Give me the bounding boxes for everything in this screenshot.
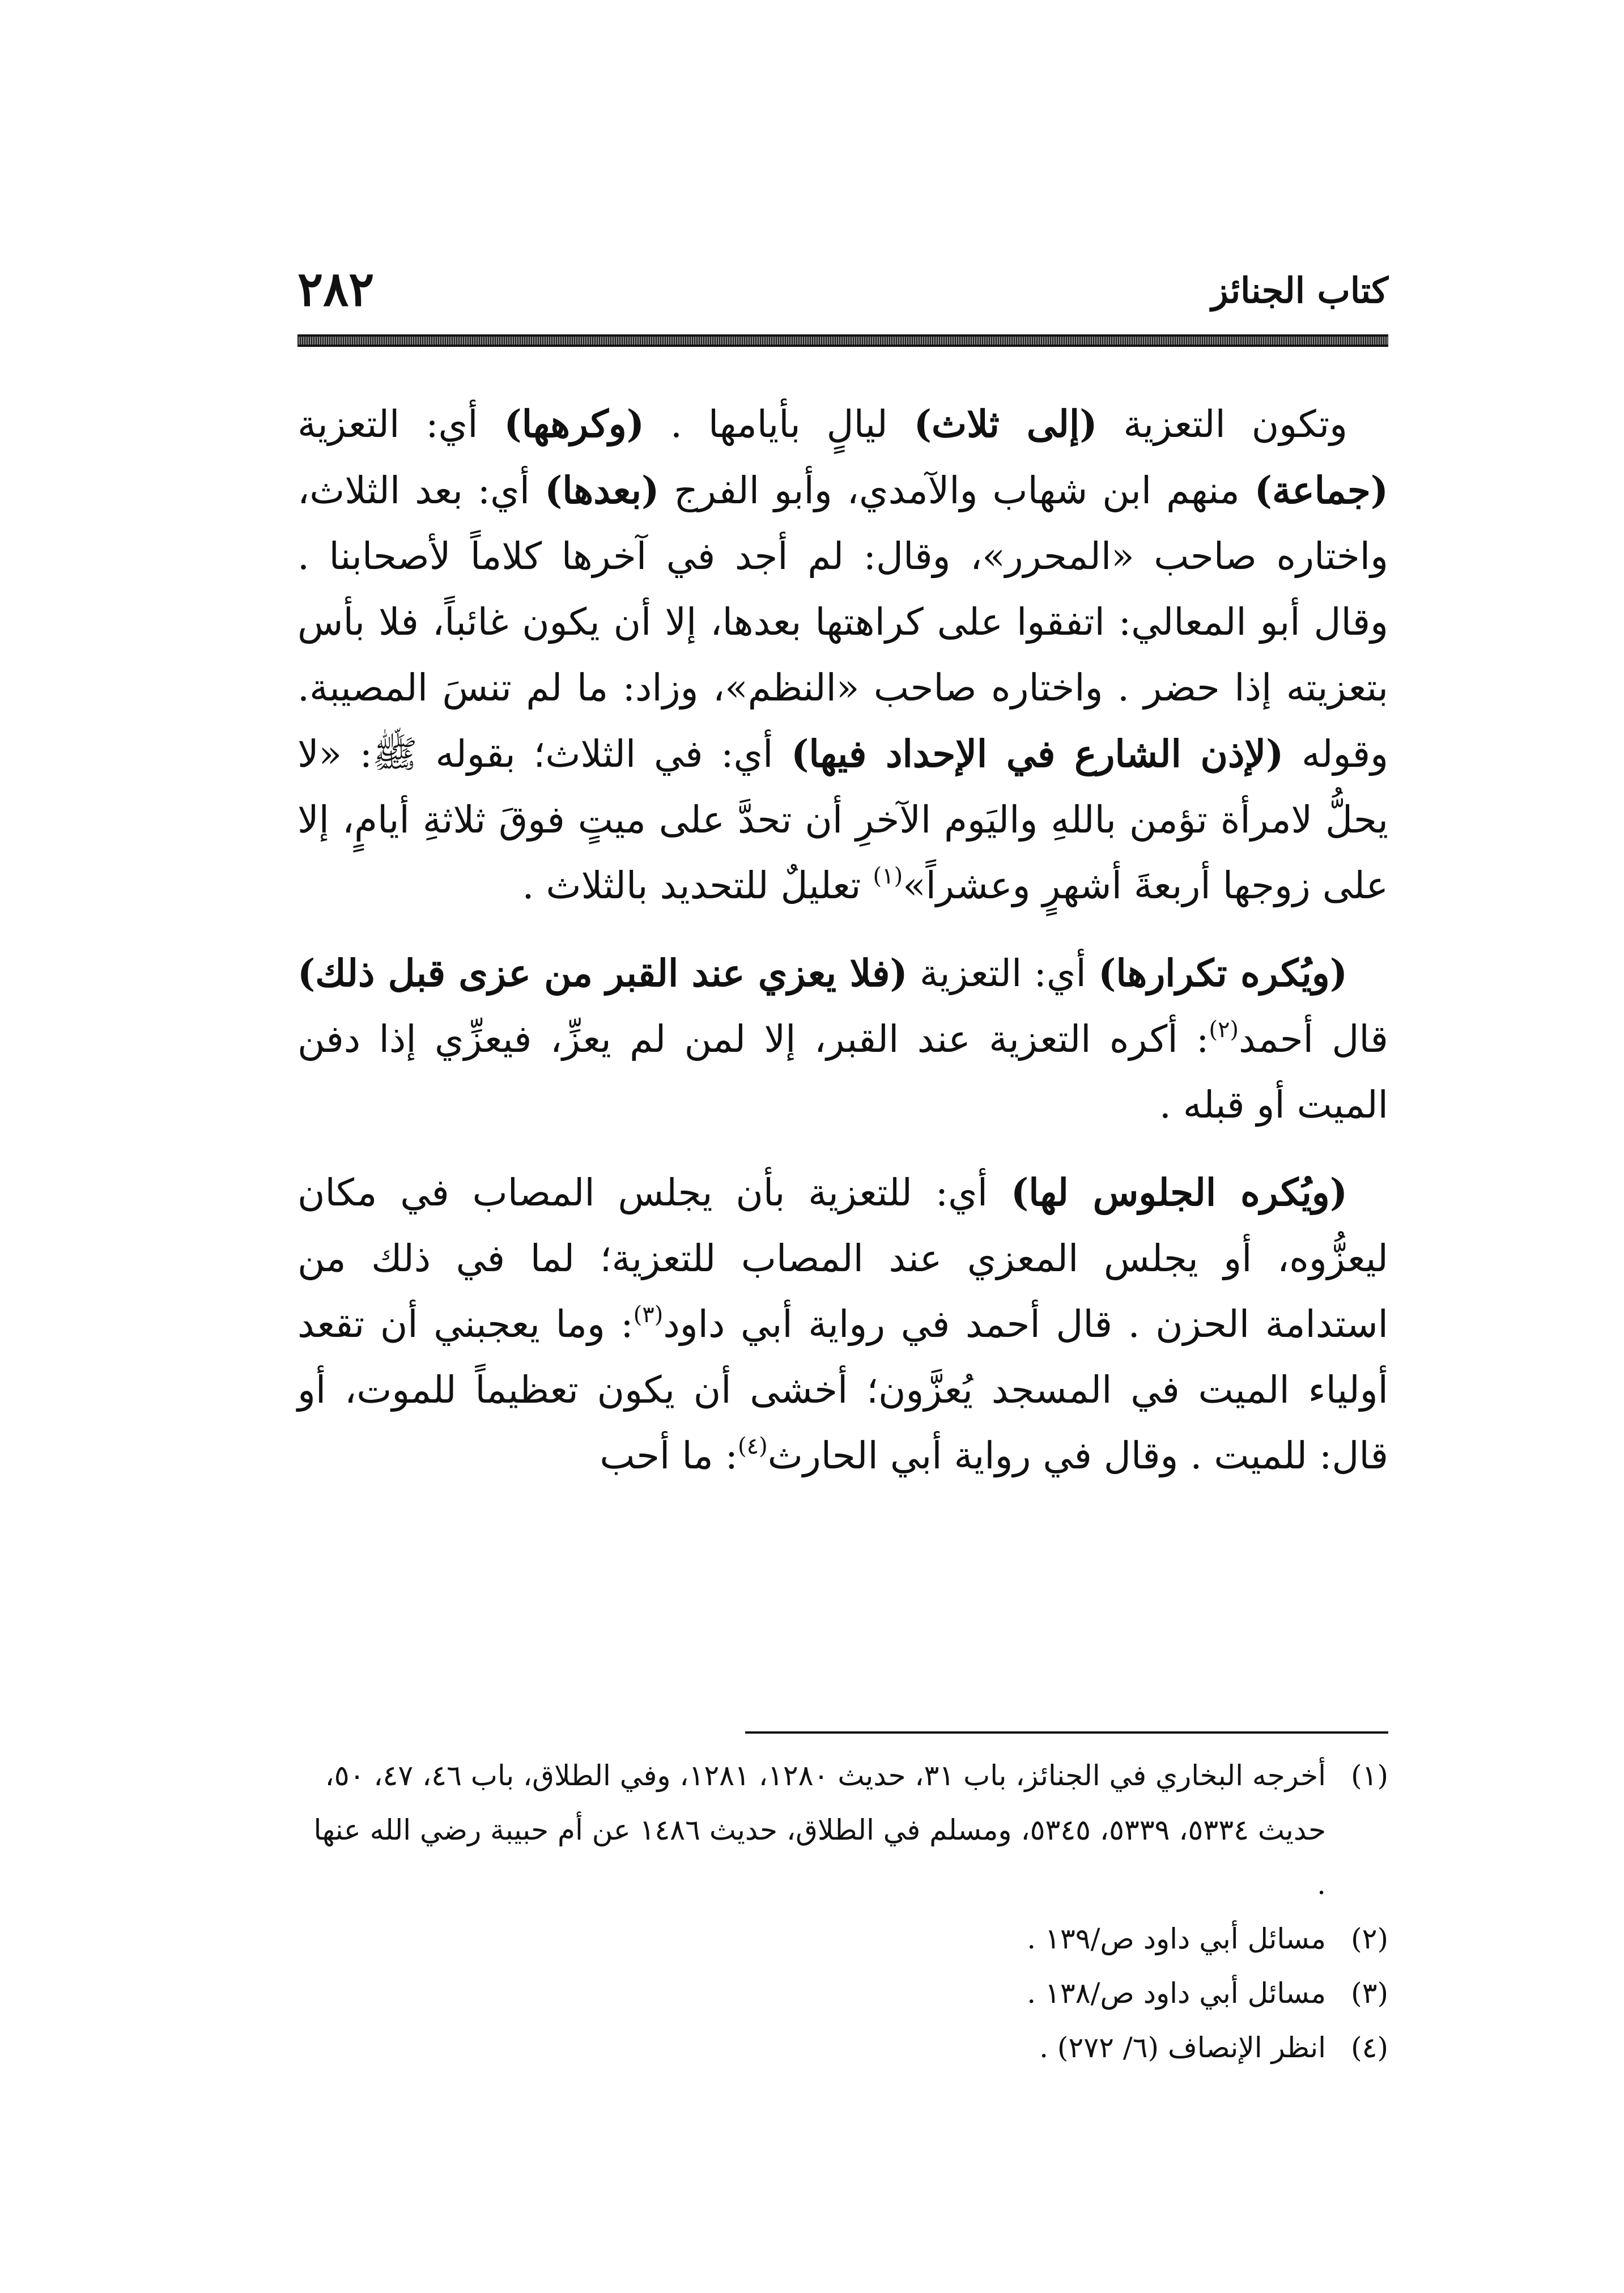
footnote-item [297, 1966, 1388, 2020]
text-segment: منهم ابن شهاب والآمدي، وأبو الفرج [659, 469, 1255, 512]
text-segment: أي: للتعزية بأن يجلس المصاب في مكان ليعزُّوه، أو يجلس المعزي عند المصاب للتعزية؛ لما في ذلك من استدامة الحزن . قال أحمد في رواية أبي داود [297, 1171, 1388, 1346]
footnote-number: (١) [1351, 1759, 1388, 1792]
text-segment: قال أحمد [1239, 1017, 1388, 1061]
text-segment: أي: في الثلاث؛ بقوله ﷺ: «لا يحلُّ لامرأة تؤمن باللهِ واليَوم الآخرِ أن تحدَّ على ميتٍ فوقَ ثلاثةِ أيامٍ، إلا على زوجها أربعةَ أشهرٍ وعشراً» [297, 732, 1388, 907]
footnote-marker: (٢) [1209, 1017, 1239, 1043]
text-segment: : أكره التعزية عند القبر، إلا لمن لم يعزِّ، فيعزِّي إذا دفن الميت أو قبله . [297, 1017, 1388, 1127]
text-segment: أي: التعزية [297, 402, 504, 446]
footnote-text: انظر الإنصاف (٦/ ٢٧٢) . [1039, 2031, 1326, 2064]
text-segment: : ما أحب [600, 1434, 738, 1477]
footnote-number: (٢) [1351, 1922, 1388, 1955]
text-segment: أي: التعزية [907, 952, 1099, 995]
main-text [297, 391, 1388, 1489]
paragraph [297, 940, 1388, 1138]
footnote-text: مسائل أبي داود ص/١٣٨ . [1027, 1977, 1326, 2010]
footnote-marker: (٤) [738, 1433, 768, 1459]
running-title: كتاب الجنائز [1211, 270, 1388, 311]
footnote-item [297, 1912, 1388, 1966]
footnote-text: أخرجه البخاري في الجنائز، باب ٣١، حديث ١٢٨٠، ١٢٨١، وفي الطلاق، باب ٤٦، ٤٧، ٥٠، حديث ٥٣٣٤، ٥٣٣٩، ٥٣٤٥، ومسلم في الطلاق، حديث ١٤٨٦ عن أم حبيبة رضي الله عنها . [313, 1759, 1326, 1901]
text-segment: تعليلٌ للتحديد بالثلاث . [522, 864, 873, 907]
footnote-marker: (٣) [633, 1302, 664, 1328]
footnote-item [297, 1748, 1388, 1912]
footnotes [297, 1748, 1388, 2075]
bold-term: (بعدها) [545, 468, 660, 512]
text-segment: ليالٍ بأيامها . [644, 402, 914, 446]
bold-term: (لإذن الشارع في الإحداد فيها) [791, 732, 1284, 776]
page-number: ٢٨٢ [297, 261, 375, 317]
footnote-item [297, 2020, 1388, 2075]
bold-term: (إلى ثلاث) [913, 402, 1098, 446]
text-segment: : وما يعجبني أن تقعد أولياء الميت في المسجد يُعزَّون؛ أخشى أن يكون تعظيماً للموت، أو قال: للميت . وقال في رواية أبي الحارث [297, 1302, 1388, 1477]
footnote-number: (٣) [1351, 1977, 1388, 2010]
bold-term: (وكرهها) [504, 402, 645, 446]
text-segment: وتكون التعزية [1097, 402, 1347, 446]
paragraph [297, 391, 1388, 919]
bold-term: (ويُكره الجلوس لها) [1010, 1170, 1348, 1215]
paragraph [297, 1160, 1388, 1489]
bold-term: (فلا يعزي عند القبر من عزى قبل ذلك) [297, 951, 908, 995]
text-segment: أي: بعد الثلاث، واختاره صاحب «المحرر»، وقال: لم أجد في آخرها كلاماً لأصحابنا . وقال أبو المعالي: اتفقوا على كراهتها بعدها، إلا أن يكون غائباً، فلا بأس بتعزيته إذا حضر . واختاره صاحب «النظم»، وزاد: ما لم تنسَ المصيبة. وقوله [297, 469, 1388, 776]
footnote-divider [745, 1731, 1388, 1734]
footnote-marker: (١) [873, 863, 903, 889]
footnote-number: (٤) [1351, 2031, 1388, 2064]
bold-term: (جماعة) [1254, 468, 1389, 512]
page-header [297, 258, 1388, 326]
footnote-text: مسائل أبي داود ص/١٣٩ . [1027, 1922, 1326, 1955]
header-divider [297, 334, 1388, 347]
bold-term: (ويُكره تكرارها) [1098, 951, 1347, 995]
